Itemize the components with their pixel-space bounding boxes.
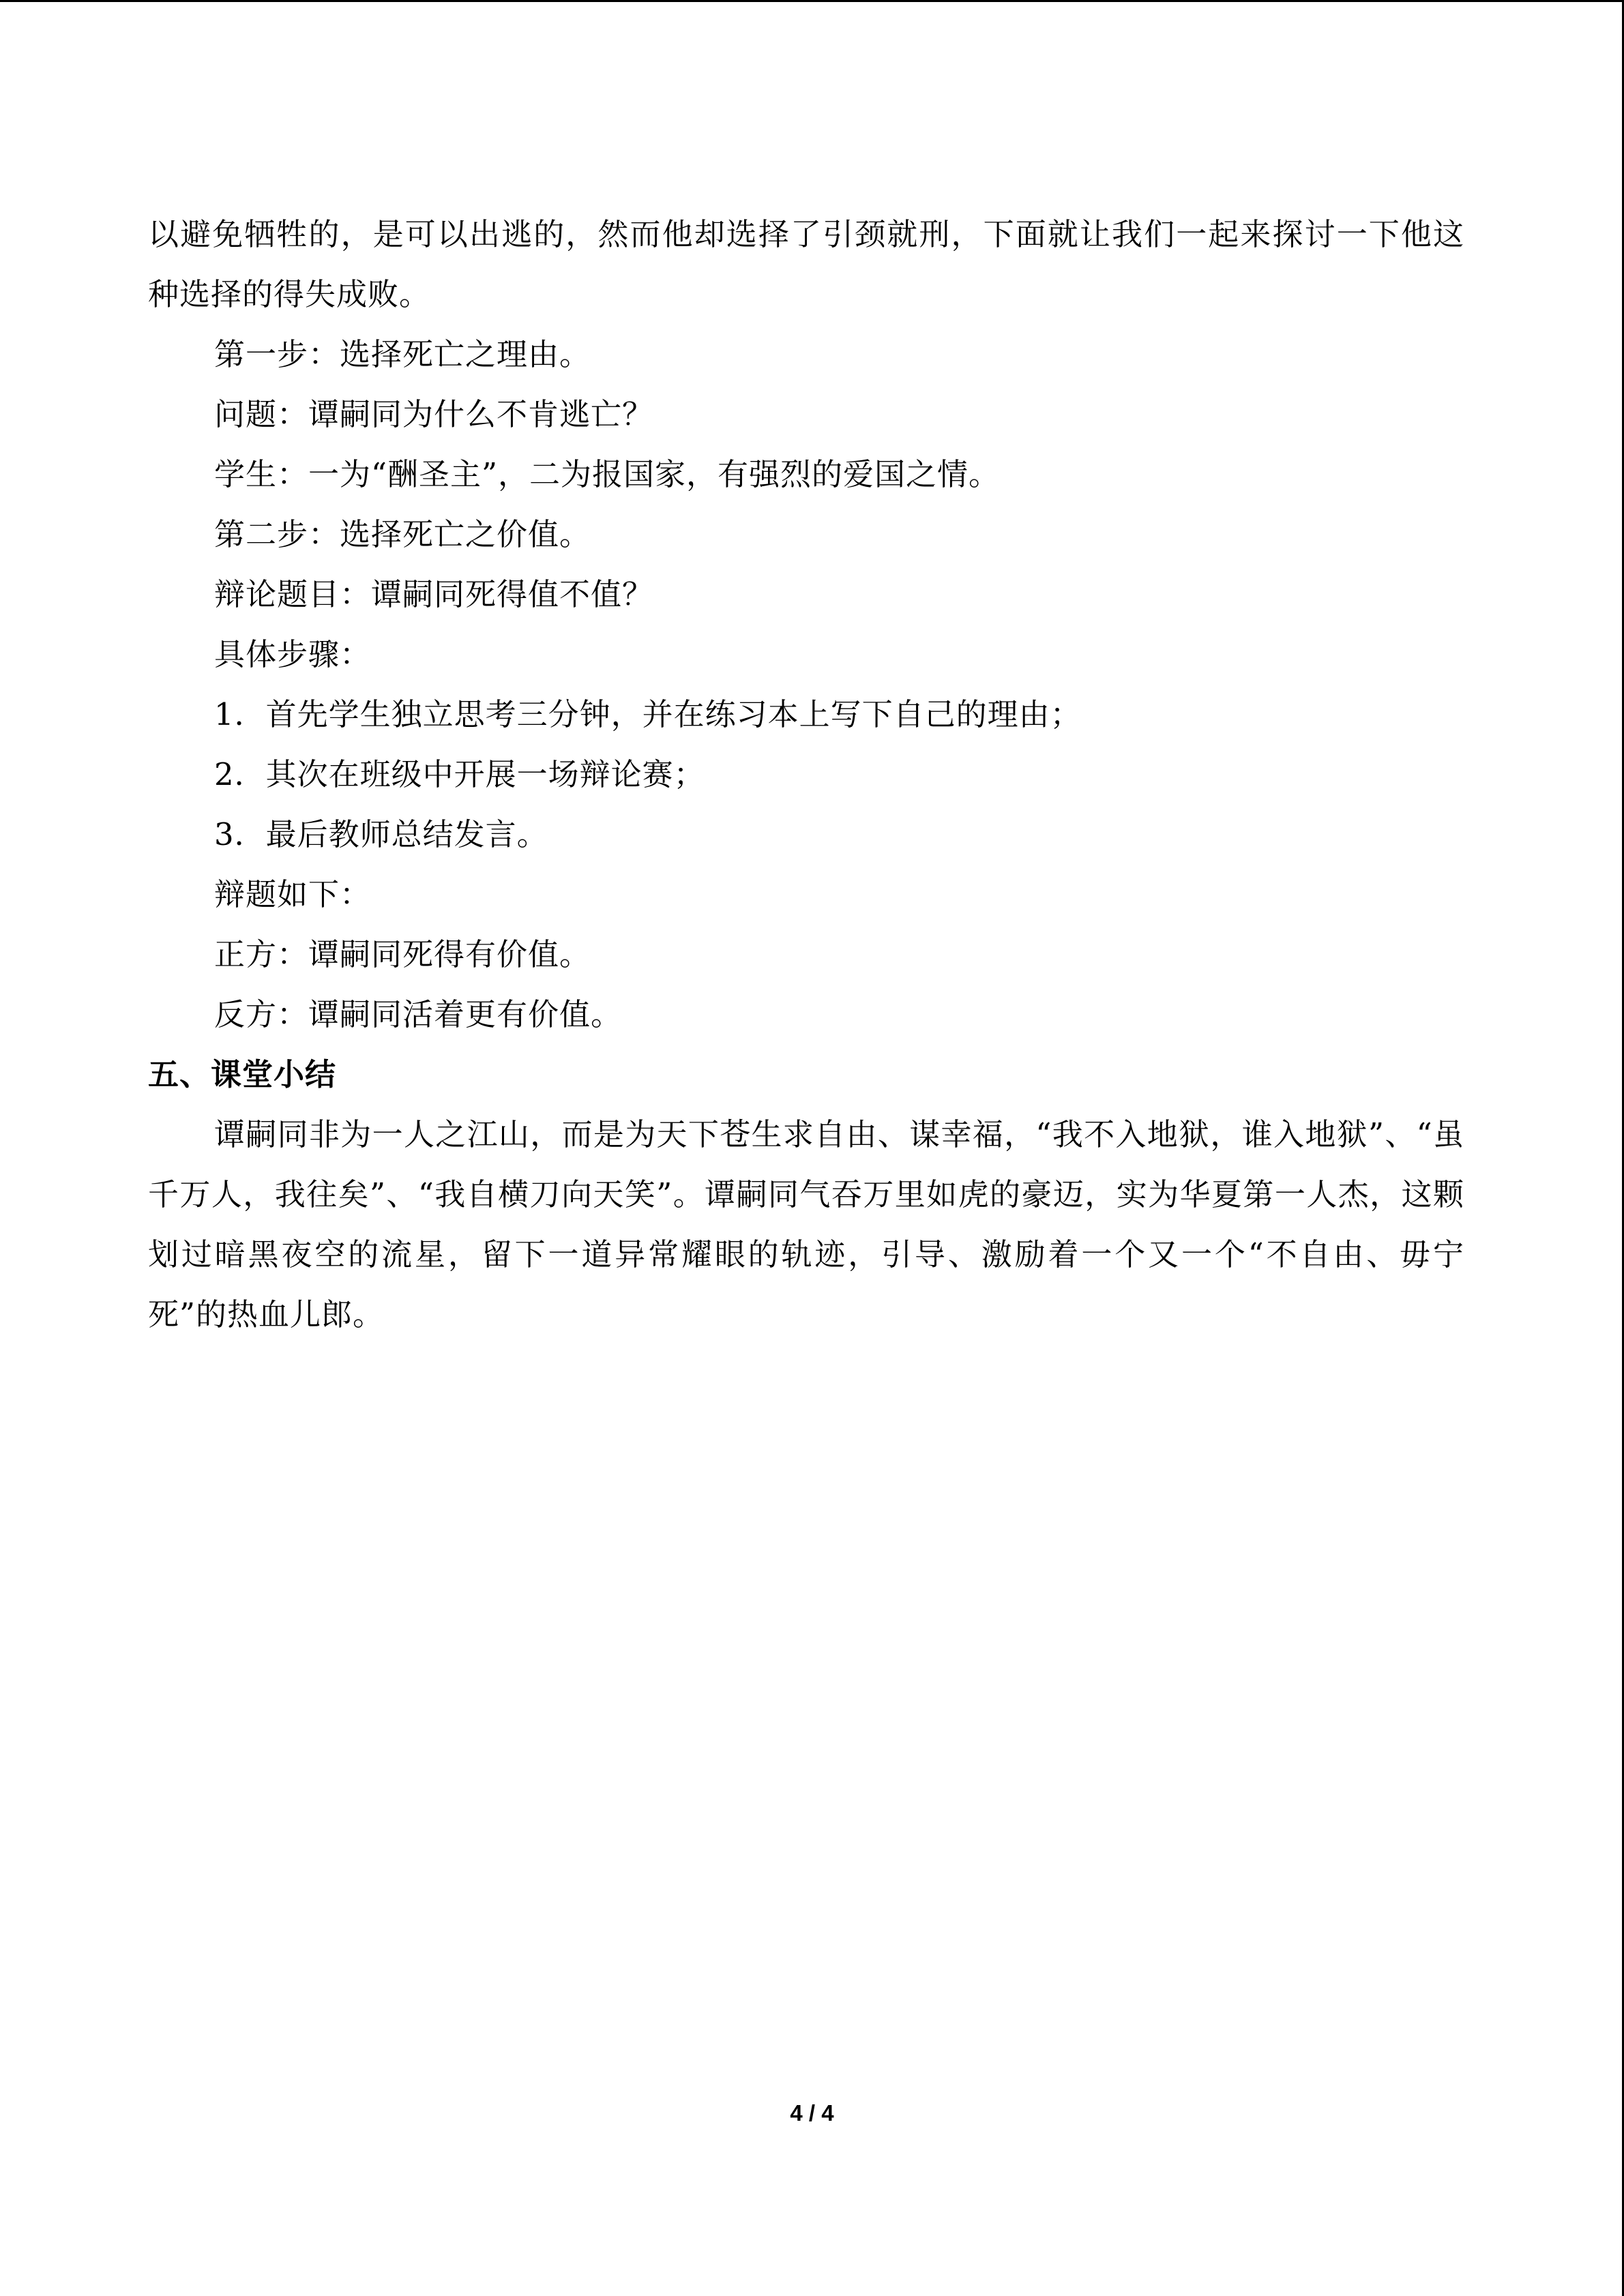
paragraph-intro-continuation: 以避免牺牲的，是可以出逃的，然而他却选择了引颈就刑，下面就让我们一起来探讨一下他这种选择的得失成败。 [148,216,1464,312]
question: 问题：谭嗣同为什么不肯逃亡？ [214,396,654,432]
step-item: 2．其次在班级中开展一场辩论赛； [214,756,705,792]
step-item: 1．首先学生独立思考三分钟，并在练习本上写下自己的理由； [214,696,1082,732]
student-answer: 学生：一为“酬圣主”，二为报国家，有强烈的爱国之情。 [214,456,1001,492]
page-top-border [0,0,1624,2]
debate-label: 辩题如下： [214,876,372,912]
step-item: 3．最后教师总结发言。 [214,816,548,852]
steps-label: 具体步骤： [214,636,372,672]
page-number: 4 / 4 [790,2100,834,2126]
negative-side: 反方：谭嗣同活着更有价值。 [214,996,623,1032]
summary-paragraph: 谭嗣同非为一人之江山，而是为天下苍生求自由、谋幸福，“我不入地狱，谁入地狱”、“虽千万人，我往矣”、“我自横刀向天笑”。谭嗣同气吞万里如虎的豪迈，实为华夏第一人杰，这颗划过暗黑夜空的流星，留下一道异常耀眼的轨迹，引导、激励着一个又一个“不自由、毋宁死”的热血儿郎。 [148,1116,1464,1332]
step-two: 第二步：选择死亡之价值。 [214,516,591,552]
document-body [148,205,1464,1345]
step-one: 第一步：选择死亡之理由。 [214,336,591,372]
affirmative-side: 正方：谭嗣同死得有价值。 [214,936,591,972]
section-heading-summary: 五、课堂小结 [148,1056,337,1092]
debate-topic: 辩论题目：谭嗣同死得值不值？ [214,576,654,612]
